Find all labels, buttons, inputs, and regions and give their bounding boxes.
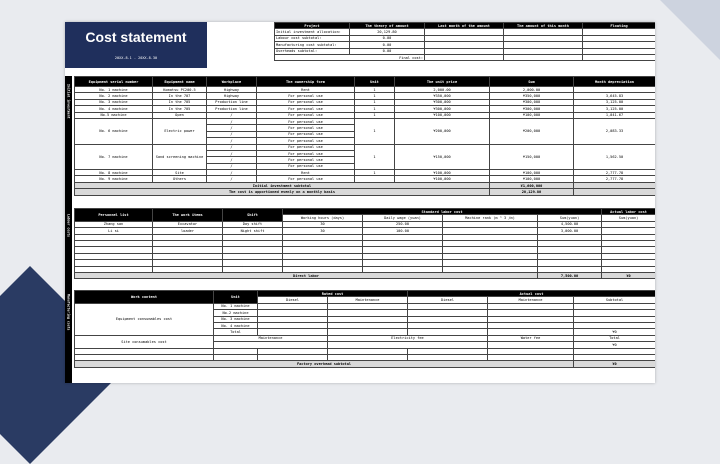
- mfg-sub-diesel: Diesel: [258, 297, 328, 303]
- equipment-header-ownership: The ownership form: [257, 77, 355, 87]
- mfg-sub-maintenance: Maintenance: [328, 297, 408, 303]
- equipment-price: ¥150,000: [395, 144, 490, 170]
- equipment-ownership: For personal use: [257, 106, 355, 112]
- mfg-sub-subtotal: Subtotal: [574, 297, 655, 303]
- equipment-header-unit: Unit: [355, 77, 395, 87]
- summary-theory-value[interactable]: 0.00: [350, 42, 425, 48]
- mfg-header-actual: Actual cost: [408, 291, 655, 297]
- date-range: 20XX.8.1 - 20XX.8.30: [114, 56, 158, 60]
- equipment-ownership: For personal use: [257, 131, 355, 137]
- factory-overhead-total: ¥0: [574, 361, 655, 367]
- equipment-depreciation: 2,083.33: [574, 118, 656, 144]
- equipment-ownership: For personal use: [257, 163, 355, 169]
- equipment-ownership: For personal use: [257, 144, 355, 150]
- equipment-serial: No. 3 machine: [75, 99, 153, 105]
- labor-name: Li si: [75, 228, 153, 234]
- equipment-name: Others: [153, 176, 207, 182]
- labor-hours: 30: [283, 221, 363, 227]
- labor-table: [74, 208, 655, 279]
- section-label-text: Manufacturing costs: [66, 294, 71, 331]
- factory-overhead-row: [75, 361, 656, 367]
- equipment-ownership: Rent: [257, 87, 355, 93]
- mfg-header-rated: Rated cost: [258, 291, 408, 297]
- equipment-header-serial: Equipment serial number: [75, 77, 153, 87]
- equipment-ownership: For personal use: [257, 99, 355, 105]
- equipment-name: Electric power: [153, 118, 207, 144]
- equipment-serial: No. 4 machine: [75, 106, 153, 112]
- equipment-unit: 1: [355, 106, 395, 112]
- labor-sum: 3,000.00: [538, 228, 602, 234]
- labor-sub-actual-sum: Sum(yuan): [602, 215, 655, 221]
- equipment-name: In the 705: [153, 106, 207, 112]
- equipment-price: ¥350,000: [395, 93, 490, 99]
- labor-sub-rank: Machine rank (m ^ 3 /m): [443, 215, 538, 221]
- equipment-unit: 1: [355, 144, 395, 170]
- statement-header: [65, 22, 655, 68]
- labor-sub-sum: Sum(yuan): [538, 215, 602, 221]
- labor-shift: Day shift: [223, 221, 283, 227]
- equipment-workplace: /: [207, 131, 257, 137]
- labor-hours: 30: [283, 228, 363, 234]
- summary-header-theory: The theory of amount: [350, 23, 425, 29]
- site-total: ¥0: [574, 342, 655, 348]
- equipment-serial: No. 1 machine: [75, 87, 153, 93]
- apportioned-label: The cost is apportioned evenly on a monthly basis: [75, 189, 490, 195]
- equipment-workplace: /: [207, 170, 257, 176]
- summary-header-this: The amount of this month: [504, 23, 583, 29]
- actual-labor-total: ¥0: [602, 272, 655, 278]
- labor-wage: 100.00: [363, 228, 443, 234]
- summary-label: Labour cost subtotal:: [275, 35, 350, 41]
- equipment-workplace: /: [207, 163, 257, 169]
- equipment-workplace: /: [207, 138, 257, 144]
- equipment-table: [74, 76, 655, 196]
- labor-header-personnel: Personnel list: [75, 209, 153, 222]
- labor-item: loader: [153, 228, 223, 234]
- equipment-workplace: /: [207, 118, 257, 124]
- equipment-price: ¥100,000: [395, 170, 490, 176]
- labor-sum: 4,500.00: [538, 221, 602, 227]
- equipment-depreciation: 1,562.50: [574, 144, 656, 170]
- summary-final-row: [275, 54, 656, 60]
- equipment-ownership: For personal use: [257, 138, 355, 144]
- equipment-header-name: Equipment name: [153, 77, 207, 87]
- direct-labor-row: [75, 272, 656, 278]
- equipment-depreciation: 3,125.00: [574, 99, 656, 105]
- summary-theory-value[interactable]: 0.00: [350, 35, 425, 41]
- equipment-unit: 1: [355, 99, 395, 105]
- machine-label: No. 3 machine: [214, 316, 258, 322]
- apportioned-row: [75, 189, 656, 195]
- equipment-price: 2,000.00: [395, 87, 490, 93]
- equipment-depreciation: 1,041.67: [574, 112, 656, 118]
- summary-theory-value[interactable]: 20,129.80: [350, 29, 425, 35]
- apportioned-empty: [574, 189, 656, 195]
- equipment-unit: 1: [355, 118, 395, 144]
- equipment-ownership: For personal use: [257, 150, 355, 156]
- equipment-serial: No. 7 machine: [75, 144, 153, 170]
- summary-cell[interactable]: [504, 54, 583, 60]
- site-header-electricity: Electricity fee: [328, 335, 488, 341]
- equipment-ownership: For personal use: [257, 112, 355, 118]
- equipment-header-depreciation: Month depreciation: [574, 77, 656, 87]
- consumables-total: ¥0: [574, 329, 655, 335]
- summary-theory-value[interactable]: 0.00: [350, 48, 425, 54]
- mfg-sub-maintenance-actual: Maintenance: [488, 297, 574, 303]
- labor-header-standard: Standard labor cost: [283, 209, 602, 215]
- final-cost-value[interactable]: [425, 54, 504, 60]
- table-row: [75, 144, 656, 150]
- equipment-workplace: Highway: [207, 93, 257, 99]
- summary-header-project: Project: [275, 23, 350, 29]
- equipment-unit: 1: [355, 87, 395, 93]
- equipment-name: In the 705: [153, 99, 207, 105]
- title-box: [65, 22, 207, 68]
- equipment-ownership: For personal use: [257, 93, 355, 99]
- equipment-price: ¥100,000: [395, 112, 490, 118]
- equipment-serial: No. 6 machine: [75, 118, 153, 144]
- equipment-depreciation: 2,777.78: [574, 176, 656, 182]
- equipment-sum: ¥100,000: [490, 170, 574, 176]
- equipment-workplace: /: [207, 150, 257, 156]
- site-header-total: Total: [574, 335, 655, 341]
- equipment-name: Open: [153, 112, 207, 118]
- equipment-price: ¥300,000: [395, 106, 490, 112]
- equipment-name: Sand screening machine: [153, 144, 207, 170]
- labor-sub-hours: Working hours (days): [283, 215, 363, 221]
- labor-header-work-items: The work items: [153, 209, 223, 222]
- equipment-header-sum: Sum: [490, 77, 574, 87]
- equipment-serial: No. 9 machine: [75, 176, 153, 182]
- equipment-serial: No.5 machine: [75, 112, 153, 118]
- site-header-water: Water fee: [488, 335, 574, 341]
- equipment-workplace: Production line: [207, 99, 257, 105]
- equipment-sum: ¥300,000: [490, 106, 574, 112]
- equipment-header-workplace: Workplace: [207, 77, 257, 87]
- equipment-name: In the 707: [153, 93, 207, 99]
- labor-shift: Night shift: [223, 228, 283, 234]
- equipment-ownership: For personal use: [257, 125, 355, 131]
- equipment-sum: ¥350,000: [490, 93, 574, 99]
- equipment-sum: ¥100,000: [490, 112, 574, 118]
- summary-table: [274, 22, 655, 61]
- labor-wage: 250.00: [363, 221, 443, 227]
- summary-label: Initial investment allocation:: [275, 29, 350, 35]
- equipment-ownership: For personal use: [257, 118, 355, 124]
- equipment-workplace: /: [207, 125, 257, 131]
- equipment-workplace: Production line: [207, 106, 257, 112]
- mfg-sub-diesel-actual: Diesel: [408, 297, 488, 303]
- summary-header-last: Last month of the amount: [425, 23, 504, 29]
- mfg-header-work-content: Work content: [75, 291, 214, 304]
- decor-corner-top: [660, 0, 720, 60]
- initial-subtotal-label: Initial investment subtotal: [75, 182, 490, 188]
- labor-header-actual: Actual labor cost: [602, 209, 655, 215]
- section-label-text: Initial investment: [66, 84, 71, 119]
- final-cost-label: Final cost:: [275, 54, 425, 60]
- equipment-workplace: /: [207, 176, 257, 182]
- equipment-workplace: Highway: [207, 87, 257, 93]
- equipment-workplace: /: [207, 144, 257, 150]
- equipment-sum: ¥150,000: [490, 144, 574, 170]
- equipment-depreciation: 3,125.00: [574, 106, 656, 112]
- equipment-name: Site: [153, 170, 207, 176]
- manufacturing-table: [74, 290, 655, 368]
- apportioned-value: 20,129.80: [490, 189, 574, 195]
- equipment-name: Komatsu PC200-5: [153, 87, 207, 93]
- equipment-ownership: For personal use: [257, 176, 355, 182]
- direct-labor-label: Direct labor: [75, 272, 538, 278]
- equipment-workplace: /: [207, 157, 257, 163]
- table-row: [75, 118, 656, 124]
- mfg-header-unit: Unit: [214, 291, 258, 304]
- equipment-serial: No. 8 machine: [75, 170, 153, 176]
- summary-cell[interactable]: [583, 54, 656, 60]
- consumables-label: Equipment consumables cost: [75, 303, 214, 335]
- initial-subtotal-value: ¥1,600,000: [490, 182, 574, 188]
- equipment-unit: 1: [355, 112, 395, 118]
- section-label-manufacturing-costs: [65, 290, 72, 383]
- machine-label: Total: [214, 329, 258, 335]
- equipment-ownership: Rent: [257, 170, 355, 176]
- equipment-unit: 1: [355, 93, 395, 99]
- section-label-initial-investment: [65, 76, 72, 224]
- labor-item: Excavator: [153, 221, 223, 227]
- equipment-sum: 2,000.00: [490, 87, 574, 93]
- equipment-serial: No. 2 machine: [75, 93, 153, 99]
- factory-overhead-label: Factory overhead subtotal: [75, 361, 574, 367]
- labor-sub-wage: Daily wage (yuan): [363, 215, 443, 221]
- equipment-sum: ¥200,000: [490, 118, 574, 144]
- equipment-unit: 1: [355, 170, 395, 176]
- labor-name: Zhang san: [75, 221, 153, 227]
- labor-header-shift: Shift: [223, 209, 283, 222]
- summary-header-floating: Floating: [583, 23, 656, 29]
- equipment-price: ¥300,000: [395, 99, 490, 105]
- site-consumables-label: Site consumables cost: [75, 335, 214, 348]
- direct-labor-total: 7,500.00: [538, 272, 602, 278]
- equipment-price: ¥100,000: [395, 176, 490, 182]
- equipment-workplace: /: [207, 112, 257, 118]
- site-header-maintenance: Maintenance: [214, 335, 328, 341]
- equipment-ownership: For personal use: [257, 157, 355, 163]
- equipment-depreciation: 3,645.83: [574, 93, 656, 99]
- machine-label: No. 1 machine: [214, 303, 258, 309]
- equipment-sum: ¥100,000: [490, 176, 574, 182]
- summary-label: Manufacturing cost subtotal:: [275, 42, 350, 48]
- machine-label: No.2 machine: [214, 310, 258, 316]
- equipment-depreciation: 2,777.78: [574, 170, 656, 176]
- page-title: Cost statement: [85, 29, 187, 45]
- equipment-price: ¥200,000: [395, 118, 490, 144]
- summary-label: Overheads subtotal:: [275, 48, 350, 54]
- cost-statement-sheet: [65, 22, 655, 383]
- machine-label: No. 4 machine: [214, 322, 258, 328]
- section-label-text: Labour costs: [66, 214, 71, 238]
- equipment-sum: ¥300,000: [490, 99, 574, 105]
- equipment-header-price: The unit price: [395, 77, 490, 87]
